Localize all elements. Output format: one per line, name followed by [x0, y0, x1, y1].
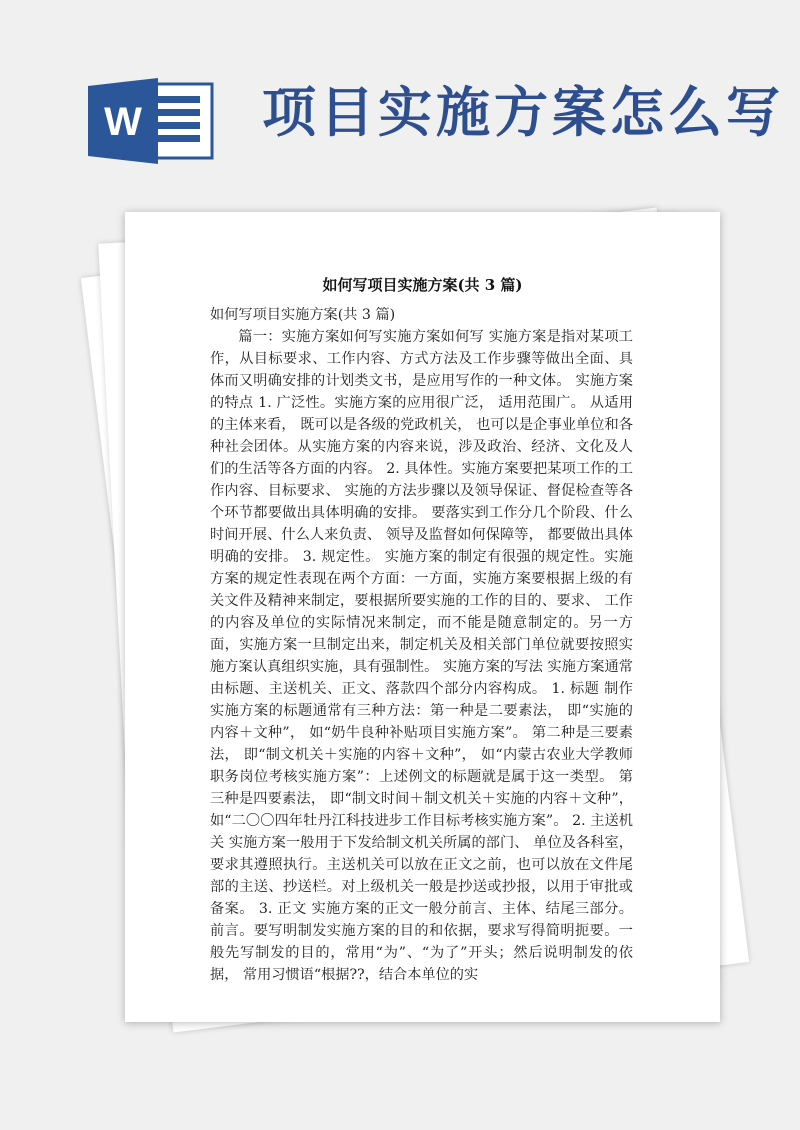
- word-icon: [88, 78, 216, 164]
- document-paragraph: 篇一：实施方案如何写实施方案如何写 实施方案是指对某项工作，从目标要求、工作内容、方式方法及工作步骤等做出全面、具体而又明确安排的计划类文书，是应用写作的一种文体。 实施方案的特点 1. 广泛性。实施方案的应用很广泛， 适用范围广。 从适用的主体来看， 既可以是各级的党政机关， 也可以是企事业单位和各种社会团体。从实施方案的内容来说，涉及政治、经济、文化及人们的生活等各方面的内容。 2. 具体性。实施方案要把某项工作的工作内容、目标要求、 实施的方法步骤以及领导保证、督促检查等各个环节都要做出具体明确的安排。 要落实到工作分几个阶段、什么时间开展、什么人来负责、 领导及监督如何保障等， 都要做出具体明确的安排。 3. 规定性。 实施方案的制定有很强的规定性。实施方案的规定性表现在两个方面：一方面，实施方案要根据上级的有关文件及精神来制定，要根据所要实施的工作的目的、要求、 工作的内容及单位的实际情况来制定，而不能是随意制定的。另一方面，实施方案一旦制定出来，制定机关及相关部门单位就要按照实施方案认真组织实施，具有强制性。 实施方案的写法 实施方案通常由标题、主送机关、正文、落款四个部分内容构成。 1. 标题 制作实施方案的标题通常有三种方法：第一种是二要素法， 即“实施的内容＋文种”， 如“奶牛良种补贴项目实施方案”。 第二种是三要素法， 即“制文机关＋实施的内容＋文种”， 如“内蒙古农业大学教师职务岗位考核实施方案”：上述例文的标题就是属于这一类型。 第三种是四要素法， 即“制文时间＋制文机关＋实施的内容＋文种”，如“二〇〇四年牡丹江科技进步工作目标考核实施方案”。 2. 主送机关 实施方案一般用于下发给制文机关所属的部门、 单位及各科室，要求其遵照执行。主送机关可以放在正文之前，也可以放在文件尾部的主送、抄送栏。对上级机关一般是抄送或抄报，以用于审批或备案。 3. 正文 实施方案的正文一般分前言、主体、结尾三部分。 前言。要写明制发实施方案的目的和依据，要求写得简明扼要。一般先写制发的目的，常用“为”、“为了”开头；然后说明制发的依据， 常用习惯语“根据??，结合本单位的实: [210, 329, 633, 983]
- document-page: [125, 212, 720, 1022]
- banner: [0, 0, 800, 200]
- document-body: [210, 304, 633, 986]
- word-logo-letter: W: [104, 100, 142, 144]
- document-title: 如何写项目实施方案(共 3 篇): [322, 276, 523, 294]
- document-subtitle: 如何写项目实施方案(共 3 篇): [210, 307, 396, 323]
- banner-title: 项目实施方案怎么写: [262, 81, 784, 144]
